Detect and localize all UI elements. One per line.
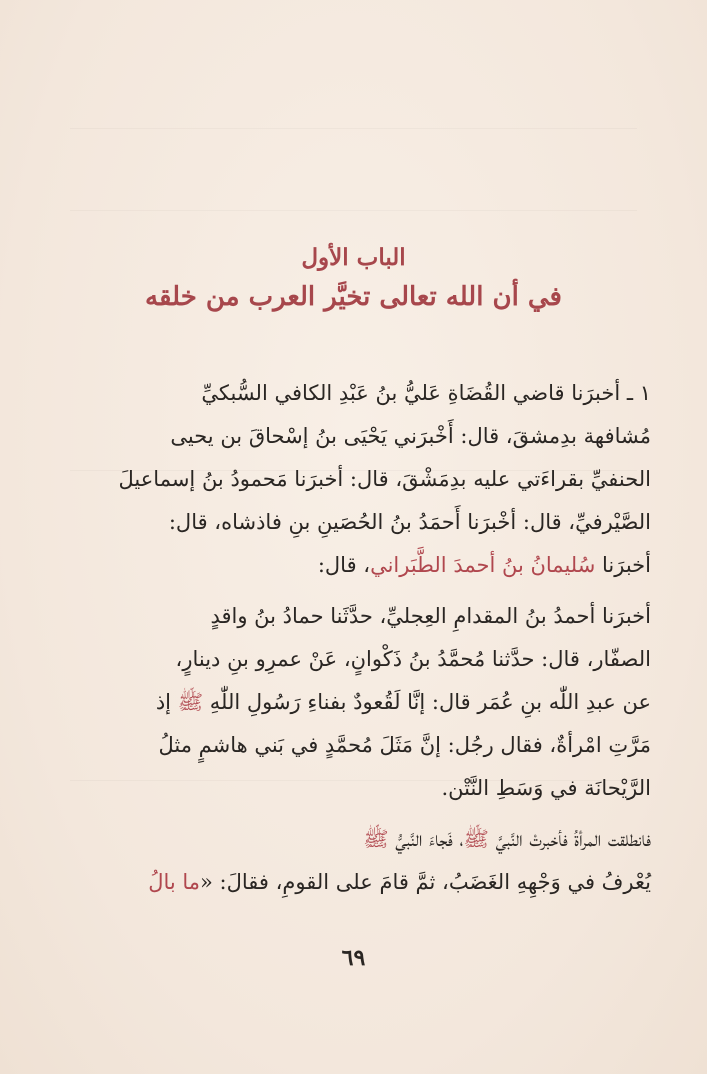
paragraph [56, 818, 651, 904]
text-segment: أخبرَنا أحمدُ بنُ المقدامِ العِجليِّ، حدَّثَنا حمادُ بنُ واقدٍ [210, 604, 651, 628]
text-segment: مُشافهة بدِمشقَ، قال: أَخْبرَني يَحْيَى بنُ إسْحاقَ بن يحيى [170, 424, 651, 448]
text-line [56, 595, 651, 638]
text-line [56, 544, 651, 587]
text-segment: يُعْرفُ في وَجْهِهِ الغَضَبُ، ثمَّ قامَ على القومِ، فقالَ: « [200, 870, 651, 894]
bleed-through-line [70, 128, 637, 129]
highlighted-text: ﷺ [363, 827, 389, 851]
highlighted-text: ﷺ [463, 827, 489, 851]
highlighted-text: ﷺ [177, 690, 204, 714]
text-segment: الرَّيْحانَة في وَسَطِ النَّتْن. [441, 776, 651, 800]
text-line [56, 861, 651, 904]
page-content [56, 240, 651, 912]
body-text [56, 372, 651, 904]
text-line [56, 767, 651, 810]
bleed-through-line [70, 210, 637, 211]
chapter-heading: الباب الأول [301, 244, 406, 271]
highlighted-text: ما بالُ [148, 870, 201, 894]
text-segment: ، فَجاءَ النَّبيُّ [388, 827, 464, 851]
text-line [56, 501, 651, 544]
text-line [56, 681, 651, 724]
chapter-title: في أن الله تعالى تخيَّر العرب من خلقه [145, 282, 562, 312]
text-line [56, 638, 651, 681]
highlighted-text: سُليمانُ بنُ أحمدَ الطَّبَراني [370, 553, 596, 577]
paragraph [56, 372, 651, 587]
text-segment: أخبرَنا [595, 553, 651, 577]
page-number: ٦٩ [341, 945, 366, 971]
text-line [56, 818, 651, 861]
text-line [56, 458, 651, 501]
text-segment: الحنفيِّ بقراءَتي عليه بدِمَشْقَ، قال: أخبرَنا مَحمودُ بنُ إسماعيلَ [118, 467, 651, 491]
text-line [56, 415, 651, 458]
text-segment: فانطلقت المرأةُ فأخبرتْ النَّبيَّ [488, 827, 651, 851]
text-segment: عن عبدِ اللّٰه بنِ عُمَر قال: إنَّا لَقُعودٌ بفناءِ رَسُولِ اللّٰهِ [203, 690, 651, 714]
text-segment: الصفّار، قال: حدَّثنا مُحمَّدُ بنُ ذَكْوانٍ، عَنْ عمرِو بنِ دينارٍ، [175, 647, 651, 671]
text-segment: ، قال: [317, 553, 371, 577]
text-line [56, 724, 651, 767]
text-segment: الصَّيْرفيِّ، قال: أخْبرَنا أَحمَدُ بنُ الحُصَينِ بنِ فاذشاه، قال: [168, 510, 651, 534]
text-segment: إذ [155, 690, 178, 714]
text-line [56, 372, 651, 415]
text-segment: مَرَّتِ امْرأةٌ، فقال رجُل: إنَّ مَثَلَ مُحمَّدٍ في بَني هاشمٍ مثلُ [158, 733, 651, 757]
text-segment: ١ ـ أخبرَنا قاضي القُضَاةِ عَليُّ بنُ عَبْدِ الكافي السُّبكيِّ [201, 381, 651, 405]
paragraph [56, 595, 651, 810]
